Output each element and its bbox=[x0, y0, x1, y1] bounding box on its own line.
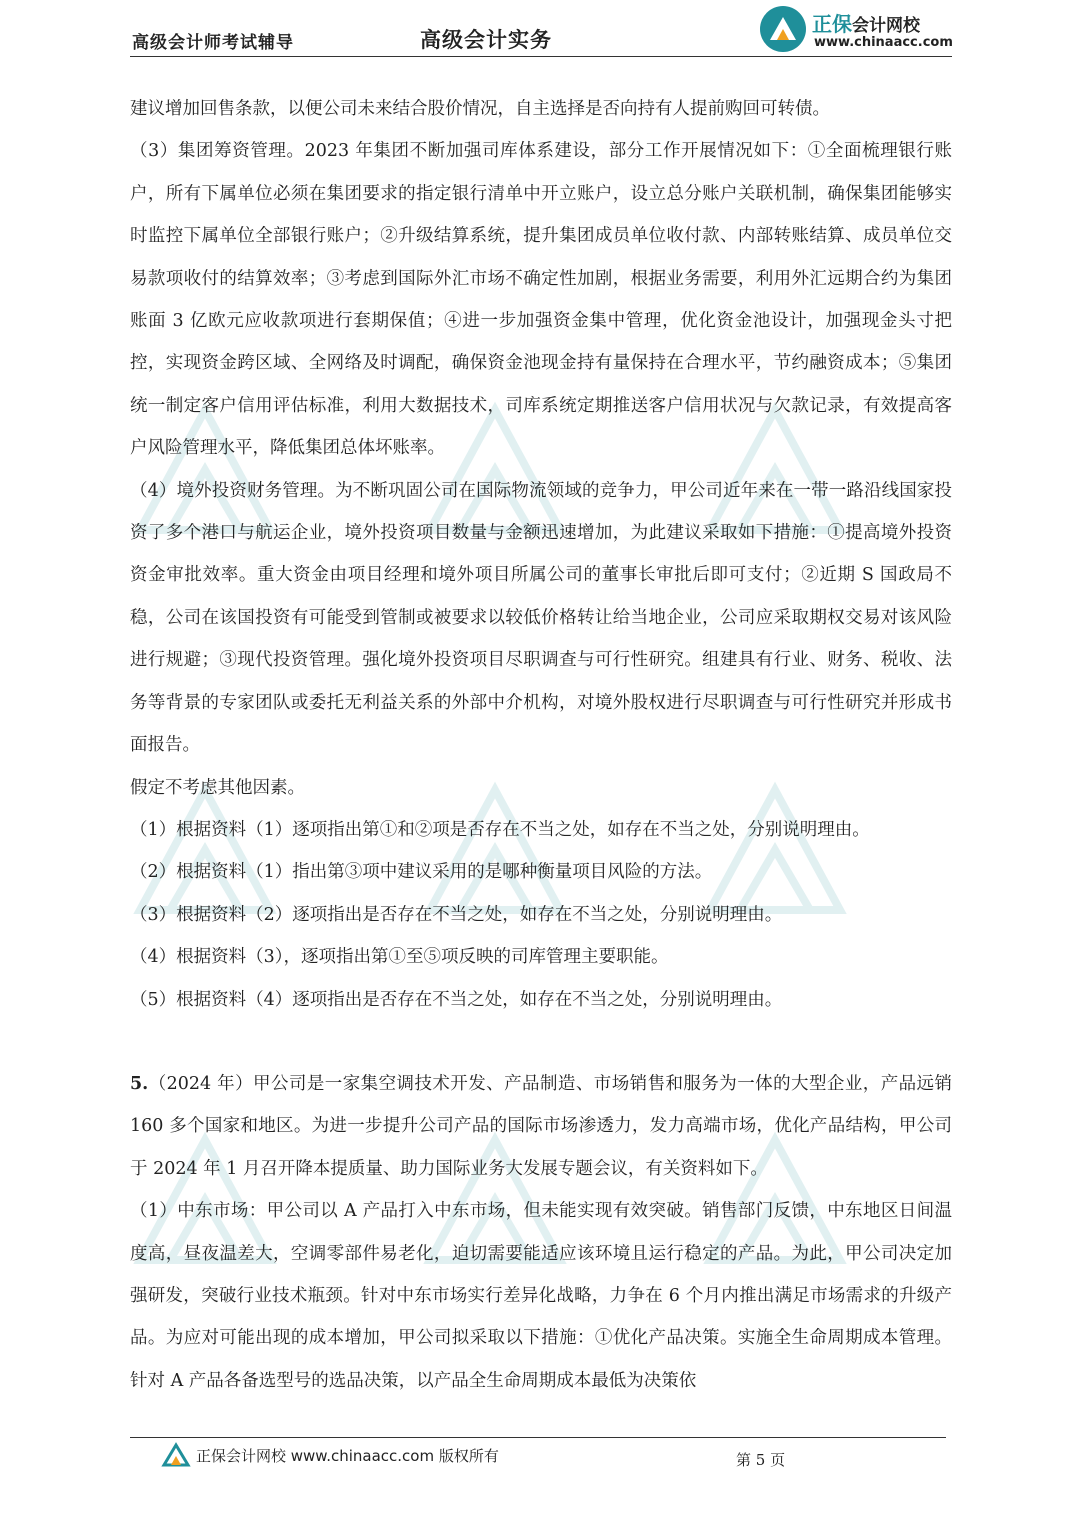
footer-divider bbox=[130, 1437, 946, 1438]
case-intro-text: （2024 年）甲公司是一家集空调技术开发、产品制造、市场销售和服务为一体的大型企业，产品远销 160 多个国家和地区。为进一步提升公司产品的国际市场渗透力，发力高端市场，优化产品结构，甲公司于 2024 年 1 月召开降本提质量、助力国际业务大发展专题会议，有关资料如下。 bbox=[130, 1073, 952, 1179]
logo-icon bbox=[758, 4, 808, 54]
document-body bbox=[130, 88, 952, 1402]
footer-logo-icon bbox=[160, 1439, 192, 1471]
header-center-title: 高级会计实务 bbox=[420, 28, 552, 52]
footer-copyright: 正保会计网校 www.chinaacc.com 版权所有 bbox=[196, 1447, 499, 1465]
page-number: 第 5 页 bbox=[736, 1451, 786, 1469]
section-gap bbox=[130, 1021, 952, 1063]
case-intro bbox=[130, 1063, 952, 1190]
question-item: （3）根据资料（2）逐项指出是否存在不当之处，如存在不当之处，分别说明理由。 bbox=[130, 904, 783, 925]
question-item: （5）根据资料（4）逐项指出是否存在不当之处，如存在不当之处，分别说明理由。 bbox=[130, 989, 783, 1010]
header-logo bbox=[758, 4, 958, 54]
case-number: 5. bbox=[130, 1073, 149, 1094]
paragraph: （4）境外投资财务管理。为不断巩固公司在国际物流领域的竞争力，甲公司近年来在一带一路沿线国家投资了多个港口与航运企业，境外投资项目数量与金额迅速增加，为此建议采取如下措施：①提高境外投资资金审批效率。重大资金由项目经理和境外项目所属公司的董事长审批后即可支付；②近期 S 国政局不稳，公司在该国投资有可能受到管制或被要求以较低价格转让给当地企业，公司应采取期权交易对该风险进行规避；③现代投资管理。强化境外投资项目尽职调查与可行性研究。组建具有行业、财务、税收、法务等背景的专家团队或委托无利益关系的外部中介机构，对境外股权进行尽职调查与可行性研究并形成书面报告。 bbox=[130, 480, 952, 756]
paragraph: 建议增加回售条款，以便公司未来结合股价情况，自主选择是否向持有人提前购回可转债。 bbox=[130, 99, 830, 119]
header-divider bbox=[130, 56, 952, 57]
paragraph: （3）集团筹资管理。2023 年集团不断加强司库体系建设，部分工作开展情况如下：①全面梳理银行账户，所有下属单位必须在集团要求的指定银行清单中开立账户，设立总分账户关联机制，确保集团能够实时监控下属单位全部银行账户；②升级结算系统，提升集团成员单位收付款、内部转账结算、成员单位交易款项收付的结算效率；③考虑到国际外汇市场不确定性加剧，根据业务需要，利用外汇远期合约为集团账面 3 亿欧元应收款项进行套期保值；④进一步加强资金集中管理，优化资金池设计，加强现金头寸把控，实现资金跨区域、全网络及时调配，确保资金池现金持有量保持在合理水平，节约融资成本；⑤集团统一制定客户信用评估标准，利用大数据技术，司库系统定期推送客户信用状况与欠款记录，有效提高客户风险管理水平，降低集团总体坏账率。 bbox=[130, 141, 952, 459]
logo-brand: 正保会计网校 bbox=[812, 12, 920, 36]
paragraph: （1）中东市场：甲公司以 A 产品打入中东市场，但未能实现有效突破。销售部门反馈，中东地区日间温度高，昼夜温差大，空调零部件易老化，迫切需要能适应该环境且运行稳定的产品。为此，甲公司决定加强研发，突破行业技术瓶颈。针对中东市场实行差异化战略，力争在 6 个月内推出满足市场需求的升级产品。为应对可能出现的成本增加，甲公司拟采取以下措施：①优化产品决策。实施全生命周期成本管理。针对 A 产品各备选型号的选品决策，以产品全生命周期成本最低为决策依 bbox=[130, 1201, 952, 1391]
header-left-title: 高级会计师考试辅导 bbox=[132, 33, 294, 53]
logo-url: www.chinaacc.com bbox=[814, 35, 953, 50]
paragraph: 假定不考虑其他因素。 bbox=[130, 777, 305, 798]
question-item: （1）根据资料（1）逐项指出第①和②项是否存在不当之处，如存在不当之处，分别说明理由。 bbox=[130, 819, 870, 840]
question-item: （4）根据资料（3），逐项指出第①至⑤项反映的司库管理主要职能。 bbox=[130, 947, 669, 968]
question-item: （2）根据资料（1）指出第③项中建议采用的是哪种衡量项目风险的方法。 bbox=[130, 862, 713, 883]
